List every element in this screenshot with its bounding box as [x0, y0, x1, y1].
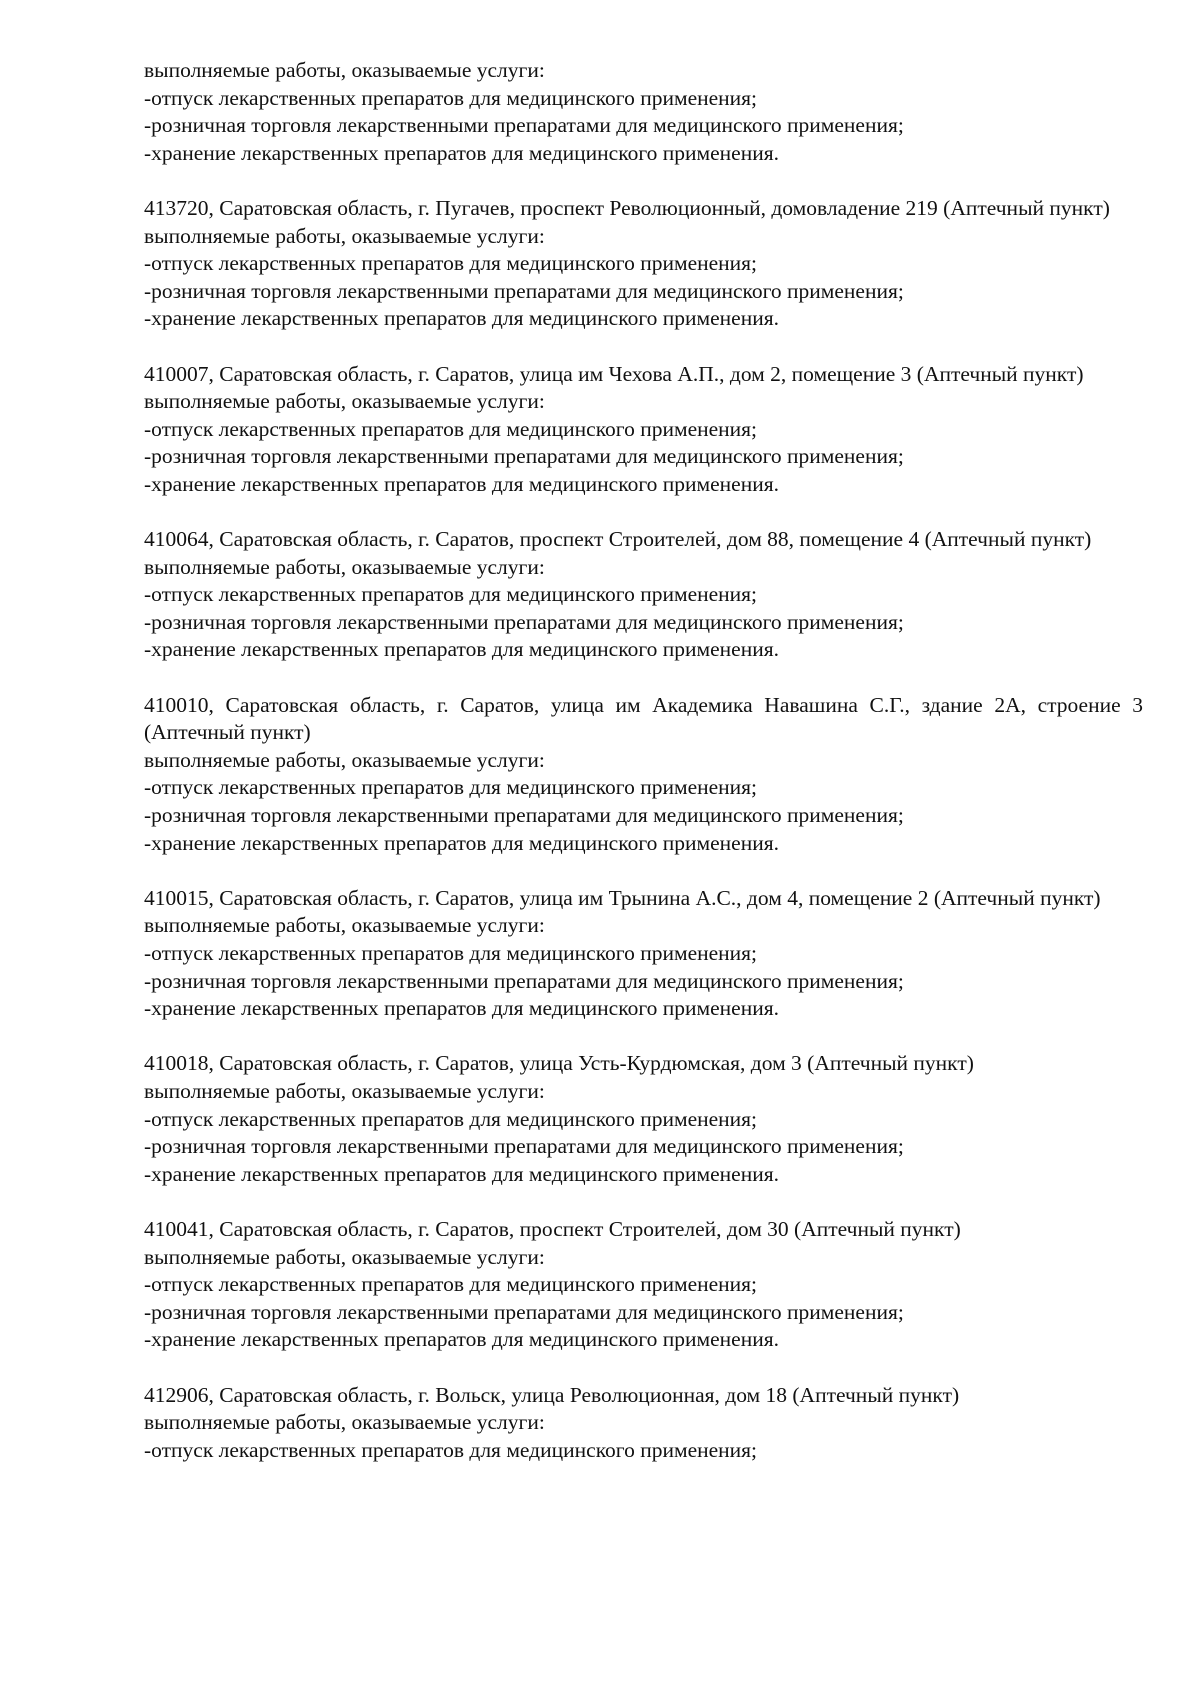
service-item: -хранение лекарственных препаратов для медицинского применения.	[144, 1327, 779, 1352]
pharmacy-address: 410010, Саратовская область, г. Саратов, улица им Академика Навашина С.Г., здание 2А, строение 3 (Аптечный пункт)	[144, 692, 1143, 745]
service-item: -розничная торговля лекарственными препаратами для медицинского применения;	[144, 444, 904, 469]
pharmacy-address: 412906, Саратовская область, г. Вольск, улица Революционная, дом 18 (Аптечный пункт)	[144, 1382, 960, 1407]
services-header: выполняемые работы, оказываемые услуги:	[144, 58, 545, 82]
service-item: -хранение лекарственных препаратов для медицинского применения.	[144, 637, 779, 662]
services-header: выполняемые работы, оказываемые услуги:	[144, 223, 545, 248]
service-item: -розничная торговля лекарственными препаратами для медицинского применения;	[144, 803, 904, 828]
continued-entry	[144, 57, 1143, 167]
document-page	[144, 57, 1143, 1492]
service-item: -розничная торговля лекарственными препаратами для медицинского применения;	[144, 968, 904, 993]
services-header: выполняемые работы, оказываемые услуги:	[144, 554, 545, 579]
pharmacy-address: 410018, Саратовская область, г. Саратов, улица Усть-Курдюмская, дом 3 (Аптечный пункт)	[144, 1051, 974, 1076]
service-item: -розничная торговля лекарственными препаратами для медицинского применения;	[144, 1134, 904, 1159]
pharmacy-address: 413720, Саратовская область, г. Пугачев, проспект Революционный, домовладение 219 (Аптечный пункт)	[144, 195, 1110, 220]
services-header: выполняемые работы, оказываемые услуги:	[144, 747, 545, 772]
service-item: -розничная торговля лекарственными препаратами для медицинского применения;	[144, 609, 904, 634]
service-item: -розничная торговля лекарственными препаратами для медицинского применения;	[144, 278, 904, 303]
service-item: -хранение лекарственных препаратов для медицинского применения.	[144, 140, 779, 165]
pharmacy-entry	[144, 361, 1143, 499]
pharmacy-entry	[144, 526, 1143, 664]
services-header: выполняемые работы, оказываемые услуги:	[144, 1244, 545, 1269]
service-item: -отпуск лекарственных препаратов для медицинского применения;	[144, 251, 758, 276]
service-item: -отпуск лекарственных препаратов для медицинского применения;	[144, 85, 758, 110]
services-header: выполняемые работы, оказываемые услуги:	[144, 1078, 545, 1103]
service-item: -отпуск лекарственных препаратов для медицинского применения;	[144, 775, 758, 800]
pharmacy-entry	[144, 692, 1143, 858]
pharmacy-entry	[144, 195, 1143, 333]
service-item: -хранение лекарственных препаратов для медицинского применения.	[144, 1161, 779, 1186]
services-header: выполняемые работы, оказываемые услуги:	[144, 913, 545, 938]
pharmacy-entry	[144, 1216, 1143, 1354]
service-item: -отпуск лекарственных препаратов для медицинского применения;	[144, 1437, 758, 1462]
pharmacy-entry	[144, 1382, 1143, 1465]
service-item: -хранение лекарственных препаратов для медицинского применения.	[144, 306, 779, 331]
pharmacy-address: 410007, Саратовская область, г. Саратов, улица им Чехова А.П., дом 2, помещение 3 (Аптечный пункт)	[144, 361, 1084, 386]
service-item: -розничная торговля лекарственными препаратами для медицинского применения;	[144, 1299, 904, 1324]
service-item: -отпуск лекарственных препаратов для медицинского применения;	[144, 1272, 758, 1297]
services-header: выполняемые работы, оказываемые услуги:	[144, 389, 545, 414]
service-item: -хранение лекарственных препаратов для медицинского применения.	[144, 996, 779, 1021]
service-item: -розничная торговля лекарственными препаратами для медицинского применения;	[144, 113, 904, 138]
pharmacy-entry	[144, 885, 1143, 1023]
service-item: -отпуск лекарственных препаратов для медицинского применения;	[144, 416, 758, 441]
service-item: -хранение лекарственных препаратов для медицинского применения.	[144, 830, 779, 855]
service-item: -отпуск лекарственных препаратов для медицинского применения;	[144, 582, 758, 607]
pharmacy-entry	[144, 1050, 1143, 1188]
pharmacy-address: 410064, Саратовская область, г. Саратов, проспект Строителей, дом 88, помещение 4 (Аптечный пункт)	[144, 527, 1092, 552]
service-item: -хранение лекарственных препаратов для медицинского применения.	[144, 471, 779, 496]
service-item: -отпуск лекарственных препаратов для медицинского применения;	[144, 1106, 758, 1131]
service-item: -отпуск лекарственных препаратов для медицинского применения;	[144, 941, 758, 965]
services-header: выполняемые работы, оказываемые услуги:	[144, 1410, 545, 1435]
pharmacy-address: 410041, Саратовская область, г. Саратов, проспект Строителей, дом 30 (Аптечный пункт)	[144, 1216, 961, 1241]
pharmacy-address: 410015, Саратовская область, г. Саратов, улица им Трынина А.С., дом 4, помещение 2 (Аптечный пункт)	[144, 885, 1101, 910]
